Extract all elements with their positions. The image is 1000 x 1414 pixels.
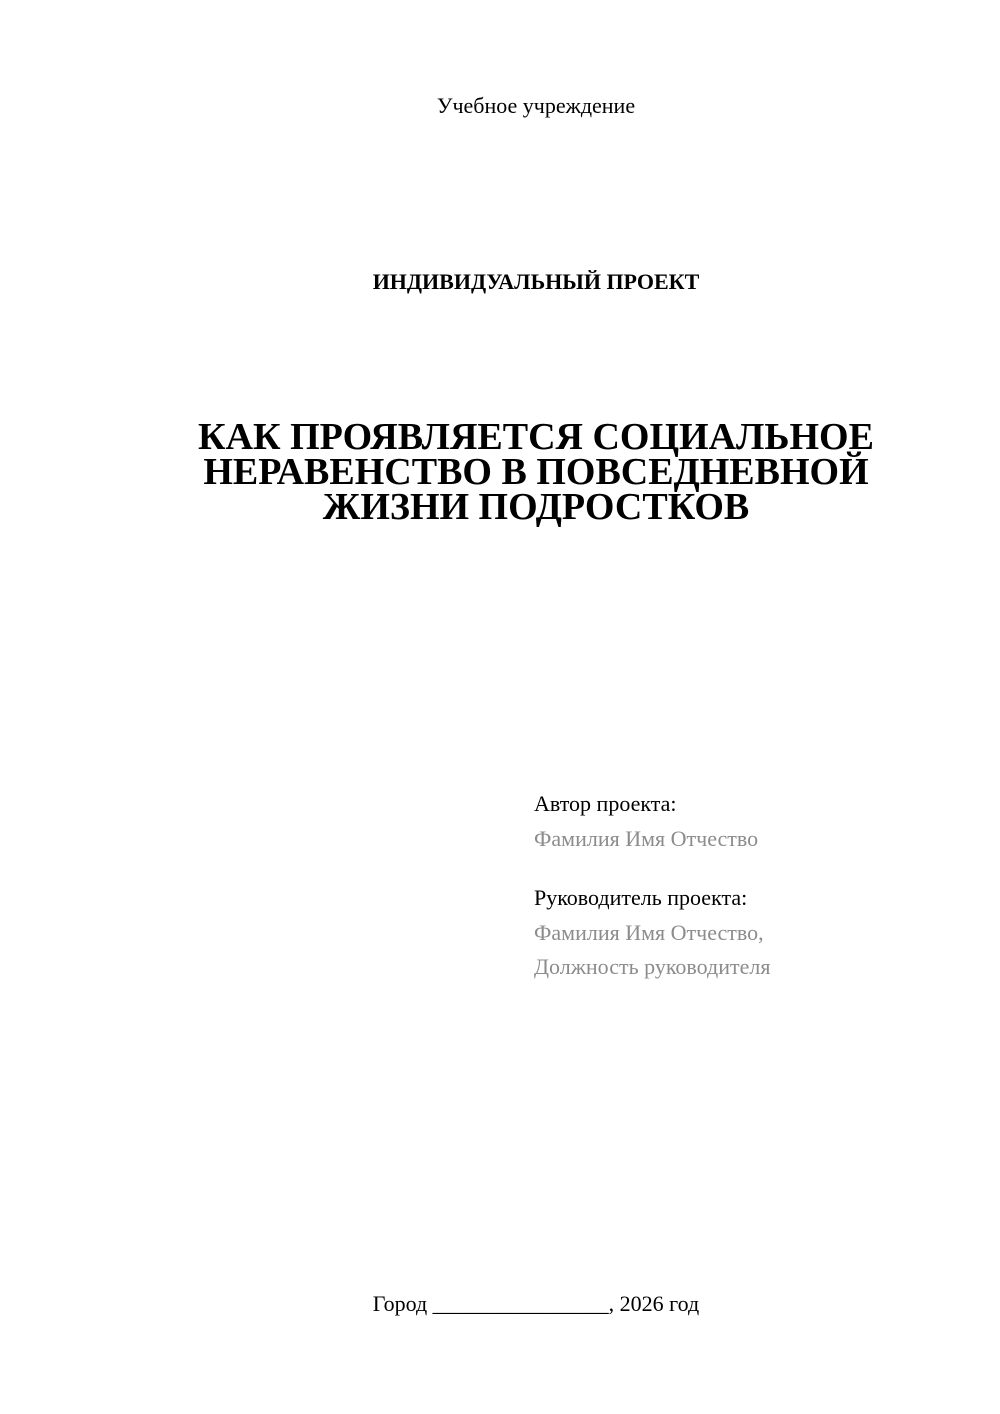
project-title-line: КАК ПРОЯВЛЯЕТСЯ СОЦИАЛЬНОЕ (198, 416, 874, 458)
author-block (534, 790, 974, 856)
project-title-line: ЖИЗНИ ПОДРОСТКОВ (322, 486, 750, 528)
project-title-line: НЕРАВЕНСТВО В ПОВСЕДНЕВНОЙ (203, 451, 869, 493)
project-title (180, 416, 892, 528)
author-label: Автор проекта: (534, 791, 677, 816)
supervisor-position: Должность руководителя (534, 954, 771, 979)
institution-name: Учебное учреждение (436, 93, 636, 118)
supervisor-block (534, 884, 974, 984)
author-name: Фамилия Имя Отчество (534, 826, 759, 851)
project-info (534, 790, 974, 1012)
city-year-line: Город ________________, 2026 год (372, 1291, 700, 1316)
supervisor-name: Фамилия Имя Отчество, (534, 920, 764, 945)
document-type: ИНДИВИДУАЛЬНЫЙ ПРОЕКТ (372, 269, 700, 294)
supervisor-label: Руководитель проекта: (534, 885, 748, 910)
